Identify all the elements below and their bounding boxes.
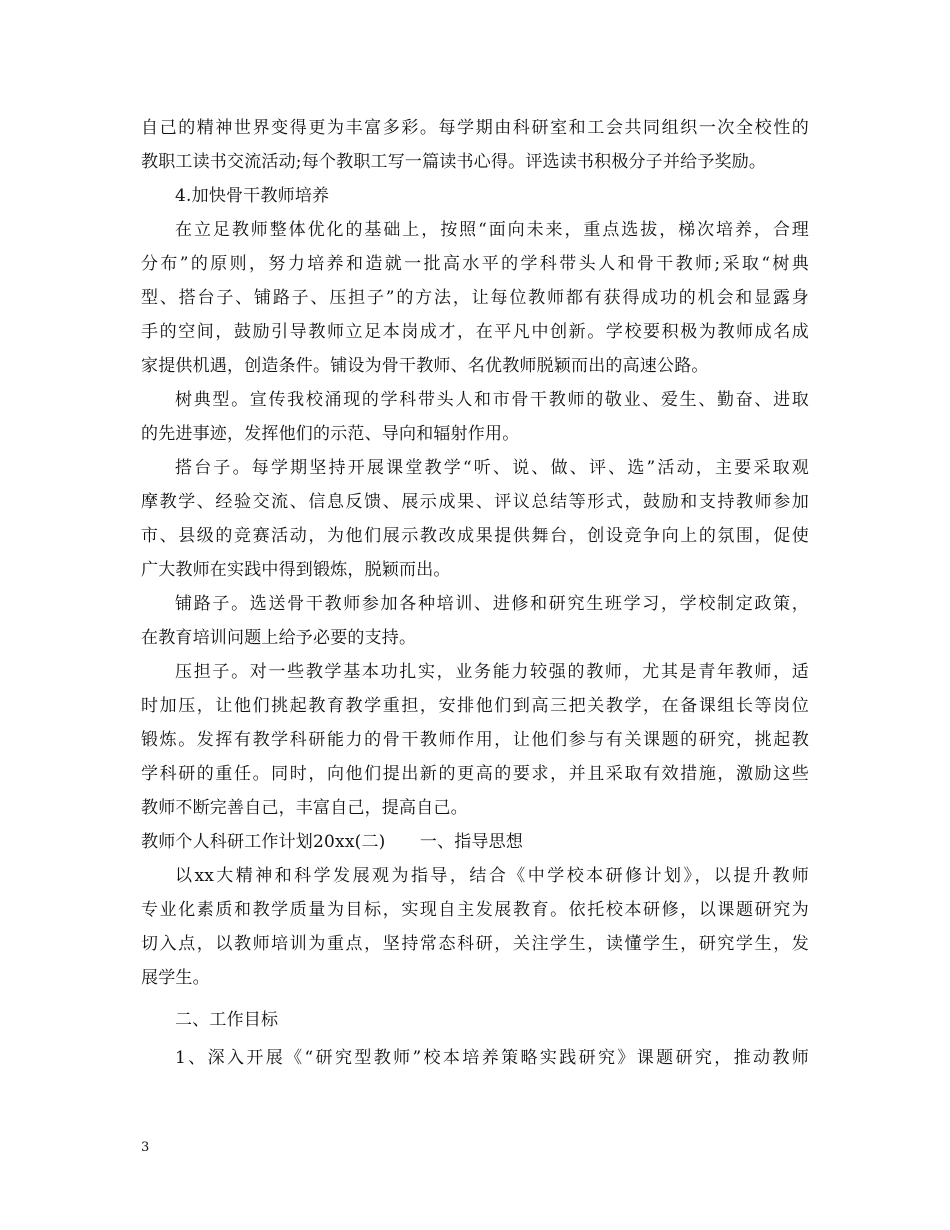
text-line: 型、搭台子、铺路子、压担子”的方法，让每位教师都有获得成功的机会和显露身 <box>141 288 809 308</box>
text-line: 4.加快骨干教师培养 <box>175 186 330 206</box>
paragraph-guiding-thought <box>141 859 809 995</box>
text-line: 自己的精神世界变得更为丰富多彩。每学期由科研室和工会共同组织一次全校性的 <box>141 118 809 138</box>
text-line: 切入点，以教师培训为重点，坚持常态科研，关注学生，读懂学生，研究学生，发 <box>141 934 809 954</box>
text-line: 搭台子。每学期坚持开展课堂教学“听、说、做、评、选”活动，主要采取观 <box>175 458 809 478</box>
document-body <box>141 111 809 1075</box>
text-line: 教职工读书交流活动;每个教职工写一篇读书心得。评选读书积极分子并给予奖励。 <box>141 152 767 172</box>
text-line: 家提供机遇，创造条件。铺设为骨干教师、名优教师脱颖而出的高速公路。 <box>141 356 709 376</box>
text-line: 以xx大精神和科学发展观为指导，结合《中学校本研修计划》，以提升教师 <box>175 866 809 886</box>
text-line: 二、工作目标 <box>175 1010 279 1030</box>
text-line: 在教育培训问题上给予必要的支持。 <box>141 628 417 648</box>
plan-title <box>141 825 809 859</box>
text-line: 展学生。 <box>141 968 210 988</box>
paragraph-gap <box>141 995 809 1003</box>
paragraph-add-burden <box>141 655 809 825</box>
text-line: 摩教学、经验交流、信息反馈、展示成果、评议总结等形式，鼓励和支持教师参加 <box>141 492 809 512</box>
text-line: 树典型。宣传我校涌现的学科带头人和市骨干教师的敬业、爱生、勤奋、进取 <box>175 390 809 410</box>
text-line: 锻炼。发挥有教学科研能力的骨干教师作用，让他们参与有关课题的研究，挑起教 <box>141 730 809 750</box>
text-line: 教师个人科研工作计划20xx(二) 一、指导思想 <box>141 832 524 852</box>
paragraph-work-goal-1 <box>141 1041 809 1075</box>
text-line: 时加压，让他们挑起教育教学重担，安排他们到高三把关教学，在备课组长等岗位 <box>141 696 809 716</box>
paragraph-build-platform <box>141 451 809 587</box>
text-line: 广大教师在实践中得到锻炼，脱颖而出。 <box>141 560 451 580</box>
page-number: 3 <box>141 1140 150 1155</box>
text-line: 在立足教师整体优化的基础上，按照“面向未来，重点选拔，梯次培养，合理 <box>175 220 809 240</box>
text-line: 学科研的重任。同时，向他们提出新的更高的要求，并且采取有效措施，激励这些 <box>141 764 809 784</box>
text-line: 分布”的原则，努力培养和造就一批高水平的学科带头人和骨干教师;采取“树典 <box>141 254 809 274</box>
text-line: 1、深入开展《“研究型教师”校本培养策略实践研究》课题研究，推动教师 <box>175 1048 809 1068</box>
text-line: 专业化素质和教学质量为目标，实现自主发展教育。依托校本研修，以课题研究为 <box>141 900 809 920</box>
text-line: 市、县级的竞赛活动，为他们展示教改成果提供舞台，创设竞争向上的氛围，促使 <box>141 526 809 546</box>
paragraph-backbone-teachers <box>141 213 809 383</box>
section-heading <box>141 179 809 213</box>
paragraph-pave-road <box>141 587 809 655</box>
paragraph-reading-activity <box>141 111 809 179</box>
paragraph-set-examples <box>141 383 809 451</box>
text-line: 压担子。对一些教学基本功扎实，业务能力较强的教师，尤其是青年教师，适 <box>175 662 809 682</box>
section-heading <box>141 1003 809 1037</box>
text-line: 教师不断完善自己，丰富自己，提高自己。 <box>141 798 468 818</box>
text-line: 手的空间，鼓励引导教师立足本岗成才，在平凡中创新。学校要积极为教师成名成 <box>141 322 809 342</box>
text-line: 铺路子。选送骨干教师参加各种培训、进修和研究生班学习，学校制定政策， <box>175 594 809 614</box>
text-line: 的先进事迹，发挥他们的示范、导向和辐射作用。 <box>141 424 520 444</box>
